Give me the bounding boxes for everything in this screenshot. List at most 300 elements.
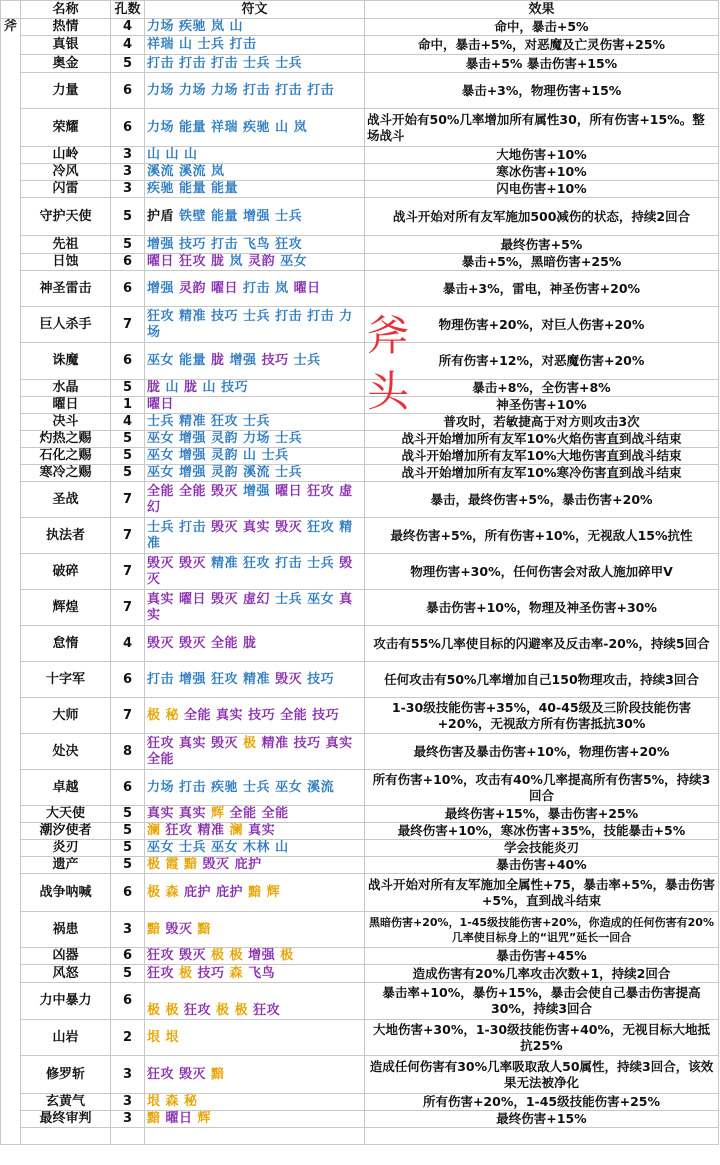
hole-count: 4	[111, 36, 145, 55]
rune-list	[145, 414, 365, 431]
header-name: 名称	[21, 1, 111, 19]
rune: 能量	[179, 119, 207, 135]
rune: 山	[179, 37, 193, 52]
rune-list	[145, 465, 365, 482]
rune: 极	[243, 735, 257, 751]
table-row	[1, 1020, 719, 1056]
rune: 士兵	[275, 465, 303, 480]
rune-list	[145, 307, 365, 343]
rune-list	[145, 518, 365, 554]
effect-text: 攻击有55%几率使目标的闪避率及反击率-20%，持续5回合	[365, 626, 719, 662]
rune: 技巧	[261, 353, 289, 368]
rune-list	[145, 271, 365, 307]
rune: 打击	[307, 82, 335, 98]
effect-text: 暴击伤害+45%	[365, 948, 719, 965]
rune: 黯	[147, 1111, 161, 1126]
rune-list	[145, 734, 365, 770]
effect-text: 造成伤害有20%几率攻击次数+1，持续2回合	[365, 965, 719, 983]
rune: 巫女	[275, 779, 303, 795]
rune: 打击	[275, 308, 303, 324]
hole-count: 5	[111, 465, 145, 482]
effect-text: 暴击+3%，物理伤害+15%	[365, 73, 719, 109]
rune: 狂攻	[147, 965, 175, 981]
rune: 山	[165, 380, 180, 395]
rune: 疾驰	[211, 779, 239, 795]
runeword-name: 曜日	[21, 397, 111, 414]
table-row	[1, 236, 719, 254]
table-row	[1, 1056, 719, 1094]
rune: 极	[229, 948, 244, 963]
table-row	[1, 823, 719, 840]
hole-count: 5	[111, 448, 145, 465]
rune: 精准	[243, 671, 271, 687]
table-row	[1, 181, 719, 198]
rune: 精准	[179, 414, 207, 429]
rune: 能量	[179, 181, 207, 196]
rune: 垠	[165, 1029, 180, 1045]
effect-text: 最终伤害+5%，所有伤害+10%，无视敌人15%抗性	[365, 518, 719, 554]
rune: 辉	[266, 884, 281, 900]
rune: 狂攻	[211, 671, 239, 687]
rune: 增强	[147, 236, 175, 252]
rune-list	[145, 770, 365, 806]
rune: 毁灭	[147, 555, 353, 587]
rune: 极	[216, 1003, 230, 1018]
hole-count: 2	[111, 1020, 145, 1056]
runeword-name: 圣战	[21, 482, 111, 518]
rune: 全能	[229, 806, 257, 821]
runeword-name: 灼热之赐	[21, 431, 111, 448]
rune: 打击	[243, 280, 271, 296]
rune: 狂攻	[275, 236, 303, 252]
rune: 士兵	[293, 353, 321, 368]
rune: 真实	[243, 519, 271, 535]
rune: 曜日	[211, 280, 239, 296]
rune: 胧	[243, 635, 257, 651]
effect-text: 战斗开始对所有友军施加全属性+75，暴击率+5%，暴击伤害+5%，直到战斗结束	[365, 874, 719, 912]
table-row	[1, 734, 719, 770]
rune-list	[145, 912, 365, 948]
rune: 曜日	[179, 591, 207, 607]
rune: 狂攻	[179, 254, 207, 269]
runeword-name: 十字军	[21, 662, 111, 698]
rune: 士兵	[243, 414, 271, 429]
effect-text: 暴击+8%，全伤害+8%	[365, 380, 719, 397]
rune-list	[145, 662, 365, 698]
rune: 狂攻	[165, 823, 193, 838]
runeword-name: 冷风	[21, 164, 111, 181]
rune: 技巧	[248, 707, 276, 723]
rune-list	[145, 254, 365, 271]
rune: 全能	[147, 751, 175, 767]
runeword-name: 玄黄气	[21, 1094, 111, 1111]
runeword-name: 战争呐喊	[21, 874, 111, 912]
effect-text: 暴击伤害+40%	[365, 857, 719, 874]
header-holes: 孔数	[111, 1, 145, 19]
rune-list	[145, 147, 365, 164]
rune: 疾驰	[179, 19, 207, 34]
hole-count: 3	[111, 1056, 145, 1094]
runeword-name: 卓越	[21, 770, 111, 806]
rune-list	[145, 1111, 365, 1128]
rune: 极	[211, 948, 225, 963]
rune: 士兵	[275, 591, 303, 607]
hole-count: 7	[111, 554, 145, 590]
rune: 士兵	[275, 431, 303, 446]
rune: 护盾	[147, 208, 175, 224]
rune-list	[145, 36, 365, 55]
hole-count: 6	[111, 983, 145, 1020]
table-row	[1, 465, 719, 482]
rune: 灵韵	[248, 254, 276, 269]
rune: 力场	[147, 119, 175, 135]
runeword-name: 守护天使	[21, 198, 111, 236]
rune: 力场	[179, 82, 207, 98]
table-row	[1, 109, 719, 147]
watermark-char: 头	[366, 367, 409, 416]
rune: 毁灭	[211, 735, 239, 751]
rune: 胧	[211, 254, 225, 269]
table-row	[1, 518, 719, 554]
hole-count: 5	[111, 806, 145, 823]
effect-text: 战斗开始有50%几率增加所有属性30，所有伤害+15%。整场战斗	[365, 109, 719, 147]
rune: 森	[165, 884, 180, 900]
hole-count: 5	[111, 236, 145, 254]
runeword-name: 凶器	[21, 948, 111, 965]
runeword-name: 大天使	[21, 806, 111, 823]
runeword-name: 怠惰	[21, 626, 111, 662]
table-row	[1, 198, 719, 236]
effect-text: 命中，暴击+5%，对恶魔及亡灵伤害+25%	[365, 36, 719, 55]
table-row	[1, 840, 719, 857]
header-effect: 效果	[365, 1, 719, 19]
rune: 庇护	[216, 884, 244, 900]
runeword-name: 诛魔	[21, 343, 111, 380]
rune: 庇护	[234, 857, 262, 872]
table-row	[1, 626, 719, 662]
rune: 极	[280, 948, 294, 963]
hole-count: 5	[111, 198, 145, 236]
effect-text: 战斗开始增加所有友军10%大地伤害直到战斗结束	[365, 448, 719, 465]
rune: 灵韵	[211, 448, 239, 463]
rune: 士兵	[261, 448, 289, 463]
effect-text	[365, 1128, 719, 1145]
rune: 增强	[243, 208, 271, 224]
rune: 巫女	[280, 254, 308, 269]
rune: 全能	[179, 483, 207, 499]
effect-text: 物理伤害+20%，对巨人伤害+20%	[365, 307, 719, 343]
hole-count: 5	[111, 380, 145, 397]
rune-list	[145, 397, 365, 414]
runeword-name: 风怒	[21, 965, 111, 983]
rune: 毁灭	[211, 483, 239, 499]
hole-count: 5	[111, 55, 145, 73]
rune: 秘	[184, 1094, 198, 1109]
effect-text: 所有伤害+10%，攻击有40%几率提高所有伤害5%，持续3回合	[365, 770, 719, 806]
rune-list	[145, 448, 365, 465]
hole-count: 3	[111, 912, 145, 948]
rune: 巫女	[211, 840, 239, 855]
effect-text: 战斗开始增加所有友军10%火焰伤害直到战斗结束	[365, 431, 719, 448]
rune: 毁灭	[202, 857, 230, 872]
effect-text: 1-30级技能伤害+35%，40-45级及三阶段技能伤害+20%，无视敌方所有伤害抵抗30%	[365, 698, 719, 734]
effect-text: 暴击+5% 暴击伤害+15%	[365, 55, 719, 73]
table-row	[1, 698, 719, 734]
rune: 黯	[184, 857, 198, 872]
effect-text: 造成任何伤害有30%几率吸取敌人50属性，持续3回合，该效果无法被净化	[365, 1056, 719, 1094]
rune-list	[145, 823, 365, 840]
rune: 打击	[307, 308, 335, 324]
rune: 狂攻	[184, 1003, 212, 1018]
hole-count: 6	[111, 343, 145, 380]
rune: 铁壁	[179, 208, 207, 224]
rune: 狂攻	[147, 308, 175, 324]
rune: 技巧	[197, 965, 225, 981]
effect-text: 战斗开始对所有友军施加500减伤的状态，持续2回合	[365, 198, 719, 236]
table-row	[1, 590, 719, 626]
rune: 垠	[147, 1029, 161, 1045]
rune: 力场	[243, 431, 271, 446]
table-row	[1, 254, 719, 271]
rune-list	[145, 1094, 365, 1111]
rune: 灵韵	[211, 431, 239, 446]
rune: 士兵	[147, 519, 175, 535]
runeword-name: 处决	[21, 734, 111, 770]
rune: 黯	[211, 1066, 225, 1082]
rune: 毁灭	[179, 948, 207, 963]
rune: 真实	[248, 823, 276, 838]
rune: 打击	[147, 55, 175, 71]
effect-text: 闪电伤害+10%	[365, 181, 719, 198]
hole-count: 6	[111, 109, 145, 147]
rune: 全能	[147, 483, 175, 499]
rune: 巫女	[147, 465, 175, 480]
effect-text: 任何攻击有50%几率增加自己150物理攻击，持续3回合	[365, 662, 719, 698]
table-row	[1, 806, 719, 823]
rune: 技巧	[211, 308, 239, 324]
rune: 狂攻	[211, 414, 239, 429]
rune: 极	[147, 1003, 161, 1018]
rune: 灵韵	[179, 280, 207, 296]
rune: 澜	[147, 823, 161, 838]
effect-text: 物理伤害+30%，任何伤害会对敌人施加碎甲V	[365, 554, 719, 590]
rune: 士兵	[307, 555, 335, 571]
table-body	[1, 19, 719, 1145]
table-row	[1, 55, 719, 73]
rune: 山	[275, 840, 289, 855]
hole-count: 6	[111, 254, 145, 271]
rune: 极	[147, 707, 161, 723]
rune: 精准	[211, 555, 239, 571]
rune: 真实	[147, 806, 175, 821]
table-row	[1, 448, 719, 465]
rune-list	[145, 983, 365, 1020]
rune: 极	[147, 857, 161, 872]
rune: 祥瑞	[211, 119, 239, 135]
runeword-name: 神圣雷击	[21, 271, 111, 307]
rune: 极	[147, 884, 161, 900]
rune: 打击	[211, 55, 239, 71]
runeword-name: 水晶	[21, 380, 111, 397]
table-row	[1, 1094, 719, 1111]
rune: 胧	[184, 380, 198, 395]
table-row	[1, 147, 719, 164]
rune: 巫女	[147, 353, 175, 368]
hole-count: 5	[111, 857, 145, 874]
header-runes: 符文	[145, 1, 365, 19]
rune: 技巧	[312, 707, 340, 723]
axe-watermark	[358, 308, 418, 420]
effect-text: 寒冰伤害+10%	[365, 164, 719, 181]
table-row	[1, 73, 719, 109]
table-row	[1, 164, 719, 181]
rune: 胧	[211, 353, 225, 368]
table-row	[1, 36, 719, 55]
rune: 溪流	[243, 465, 271, 480]
table-row	[1, 983, 719, 1020]
rune: 灵韵	[211, 465, 239, 480]
rune: 力场	[147, 19, 175, 34]
rune-list	[145, 874, 365, 912]
runeword-name: 破碎	[21, 554, 111, 590]
effect-text: 暴击率+10%，暴伤+15%，暴击会使自己暴击伤害提高30%，持续3回合	[365, 983, 719, 1020]
rune: 狂攻	[307, 519, 335, 535]
table-row	[1, 482, 719, 518]
rune: 岚	[211, 19, 225, 34]
rune-list	[145, 55, 365, 73]
rune: 山	[184, 147, 198, 162]
rune: 精准	[197, 823, 225, 838]
rune: 曜日	[165, 1111, 193, 1126]
rune: 狂攻	[147, 948, 175, 963]
rune-list	[145, 73, 365, 109]
hole-count: 6	[111, 770, 145, 806]
table-row	[1, 1111, 719, 1128]
effect-text: 暴击伤害+10%，物理及神圣伤害+30%	[365, 590, 719, 626]
rune-list	[145, 236, 365, 254]
rune: 山	[243, 448, 257, 463]
rune: 狂攻	[253, 1003, 281, 1018]
rune: 打击	[179, 519, 207, 535]
rune: 打击	[243, 82, 271, 98]
rune: 全能	[280, 707, 308, 723]
hole-count: 7	[111, 482, 145, 518]
rune: 木林	[243, 840, 271, 855]
table-row	[1, 1128, 719, 1145]
rune: 辉	[197, 1111, 212, 1126]
rune: 山	[275, 119, 289, 135]
rune-list	[145, 431, 365, 448]
rune: 庇护	[184, 884, 212, 900]
effect-text: 最终伤害+15%	[365, 1111, 719, 1128]
hole-count: 4	[111, 414, 145, 431]
runeword-name: 石化之赐	[21, 448, 111, 465]
rune: 岚	[293, 119, 308, 135]
rune: 士兵	[197, 37, 225, 52]
rune: 打击	[179, 779, 207, 795]
runeword-name: 潮汐使者	[21, 823, 111, 840]
rune: 士兵	[179, 840, 207, 855]
rune-list	[145, 181, 365, 198]
rune: 增强	[179, 465, 207, 480]
rune: 虚幻	[147, 483, 353, 515]
table-row	[1, 662, 719, 698]
effect-text: 最终伤害及暴击伤害+10%，物理伤害+20%	[365, 734, 719, 770]
rune-list	[145, 482, 365, 518]
effect-text: 暴击，最终伤害+5%，暴击伤害+20%	[365, 482, 719, 518]
rune: 毁灭	[165, 921, 193, 937]
rune: 真实	[147, 591, 353, 623]
runeword-name	[21, 1128, 111, 1145]
runeword-name: 祸患	[21, 912, 111, 948]
rune: 增强	[179, 431, 207, 446]
hole-count: 3	[111, 1111, 145, 1128]
rune-list	[145, 1020, 365, 1056]
rune-list	[145, 806, 365, 823]
hole-count: 6	[111, 948, 145, 965]
rune: 毁灭	[179, 635, 207, 651]
rune: 增强	[248, 948, 276, 963]
hole-count: 3	[111, 147, 145, 164]
table-row	[1, 19, 719, 36]
rune-list	[145, 626, 365, 662]
effect-text: 所有伤害+20%，1-45级技能伤害+25%	[365, 1094, 719, 1111]
rune: 真实	[179, 735, 207, 751]
rune: 狂攻	[147, 1066, 175, 1082]
table-row	[1, 554, 719, 590]
rune: 士兵	[243, 55, 271, 71]
rune: 打击	[229, 37, 257, 52]
runeword-name: 巨人杀手	[21, 307, 111, 343]
runeword-name: 修罗斩	[21, 1056, 111, 1094]
table-row	[1, 948, 719, 965]
table-row	[1, 271, 719, 307]
hole-count: 6	[111, 662, 145, 698]
rune: 精准	[147, 519, 353, 551]
runeword-name: 执法者	[21, 518, 111, 554]
rune-list	[145, 380, 365, 397]
rune-list	[145, 857, 365, 874]
rune: 技巧	[179, 236, 207, 252]
runeword-name: 山岭	[21, 147, 111, 164]
runeword-name: 力中暴力	[21, 983, 111, 1020]
hole-count: 4	[111, 626, 145, 662]
rune: 飞鸟	[243, 236, 271, 252]
runeword-name: 最终审判	[21, 1111, 111, 1128]
rune: 极	[234, 1003, 249, 1018]
table-row	[1, 431, 719, 448]
rune: 黯	[147, 921, 161, 937]
hole-count: 7	[111, 307, 145, 343]
rune: 岚	[211, 164, 225, 179]
rune: 打击	[275, 555, 303, 571]
rune: 力场	[147, 308, 353, 340]
rune: 真实	[325, 735, 353, 751]
rune: 巫女	[147, 431, 175, 446]
rune: 全能	[211, 635, 239, 651]
hole-count: 6	[111, 874, 145, 912]
hole-count: 5	[111, 431, 145, 448]
rune: 毁灭	[275, 519, 303, 535]
rune: 士兵	[275, 55, 303, 71]
runeword-name: 辉煌	[21, 590, 111, 626]
rune: 巫女	[147, 840, 175, 855]
rune: 士兵	[243, 308, 271, 324]
rune: 森	[229, 965, 244, 981]
rune: 力场	[211, 82, 239, 98]
rune: 精准	[179, 308, 207, 324]
runeword-name: 寒冷之赐	[21, 465, 111, 482]
